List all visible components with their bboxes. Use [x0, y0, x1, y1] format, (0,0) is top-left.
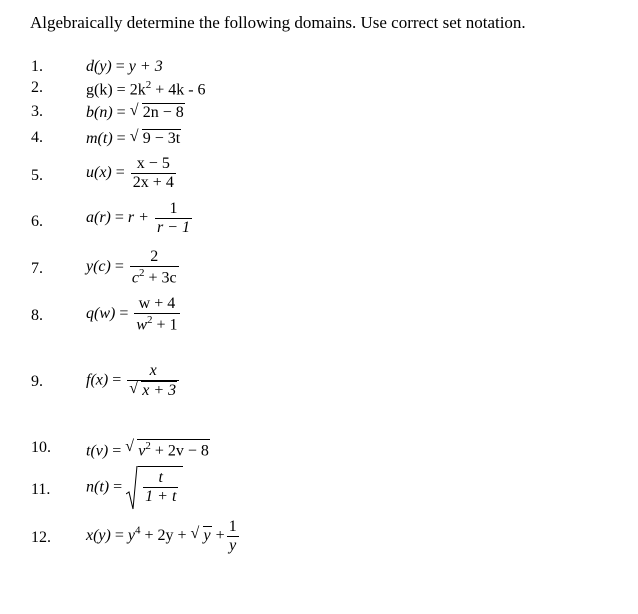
problem-number-6: 6. — [31, 213, 43, 230]
radical — [126, 466, 183, 510]
problem-number-12: 12. — [31, 529, 51, 546]
problem-number-4: 4. — [31, 129, 43, 146]
problem-number-2: 2. — [31, 79, 43, 96]
problem-9-equation: f(x) = x √ x + 3 — [86, 362, 181, 399]
problem-number-5: 5. — [31, 167, 43, 184]
fraction: $\frac{x - 5}{2x + 4}$ — [132, 155, 174, 191]
fraction: x √ x + 3 — [127, 362, 179, 399]
problem-number-8: 8. — [31, 307, 43, 324]
fraction: $\frac{w + 4}{w^2 + 1}$ — [136, 295, 178, 333]
problem-number-7: 7. — [31, 260, 43, 277]
problem-number-11: 11. — [31, 481, 51, 498]
problem-12-equation: $x(y) = y^4 + 2y$ + √ y + $\frac{1}{y}$ — [86, 518, 241, 554]
problem-6-equation: a(r) = r + $\frac{1}{r - 1}$ — [86, 200, 190, 236]
problem-5-equation: u(x) = $\frac{x - 5}{2x + 4}$ — [86, 155, 174, 191]
problem-1-equation: d(y) = y + 3 — [86, 58, 163, 75]
problem-7-equation: y(c) = $\frac{2}{c^2 + 3c}$ — [86, 248, 177, 286]
problem-number-9: 9. — [31, 373, 43, 390]
instructions-heading: Algebraically determine the following domains. Use correct set notation. — [30, 13, 526, 32]
fraction: $\frac{1}{y}$ — [228, 518, 237, 554]
problem-number-10: 10. — [31, 439, 51, 456]
fraction: $\frac{t}{1 + t}$ — [145, 469, 177, 505]
problem-number-1: 1. — [31, 58, 43, 75]
problem-4-equation: m(t) = √ 9 − 3t — [86, 129, 181, 148]
problem-number-3: 3. — [31, 103, 43, 120]
problem-2-equation: $g(k) = 2k^2 + 4k - 6$ — [86, 79, 206, 99]
fraction: $\frac{1}{r - 1}$ — [156, 200, 190, 236]
radical-sign — [126, 466, 138, 510]
problem-3-equation: b(n) = √ 2n − 8 — [86, 103, 185, 122]
problem-8-equation: q(w) = $\frac{w + 4}{w^2 + 1}$ — [86, 295, 178, 333]
problem-10-equation: t(v) = √ $v^2 + 2v - 8$ — [86, 439, 210, 460]
fraction: $\frac{2}{c^2 + 3c}$ — [131, 248, 177, 286]
problem-11-equation: n(t) = $\frac{t}{1 + t}$ — [86, 466, 183, 510]
